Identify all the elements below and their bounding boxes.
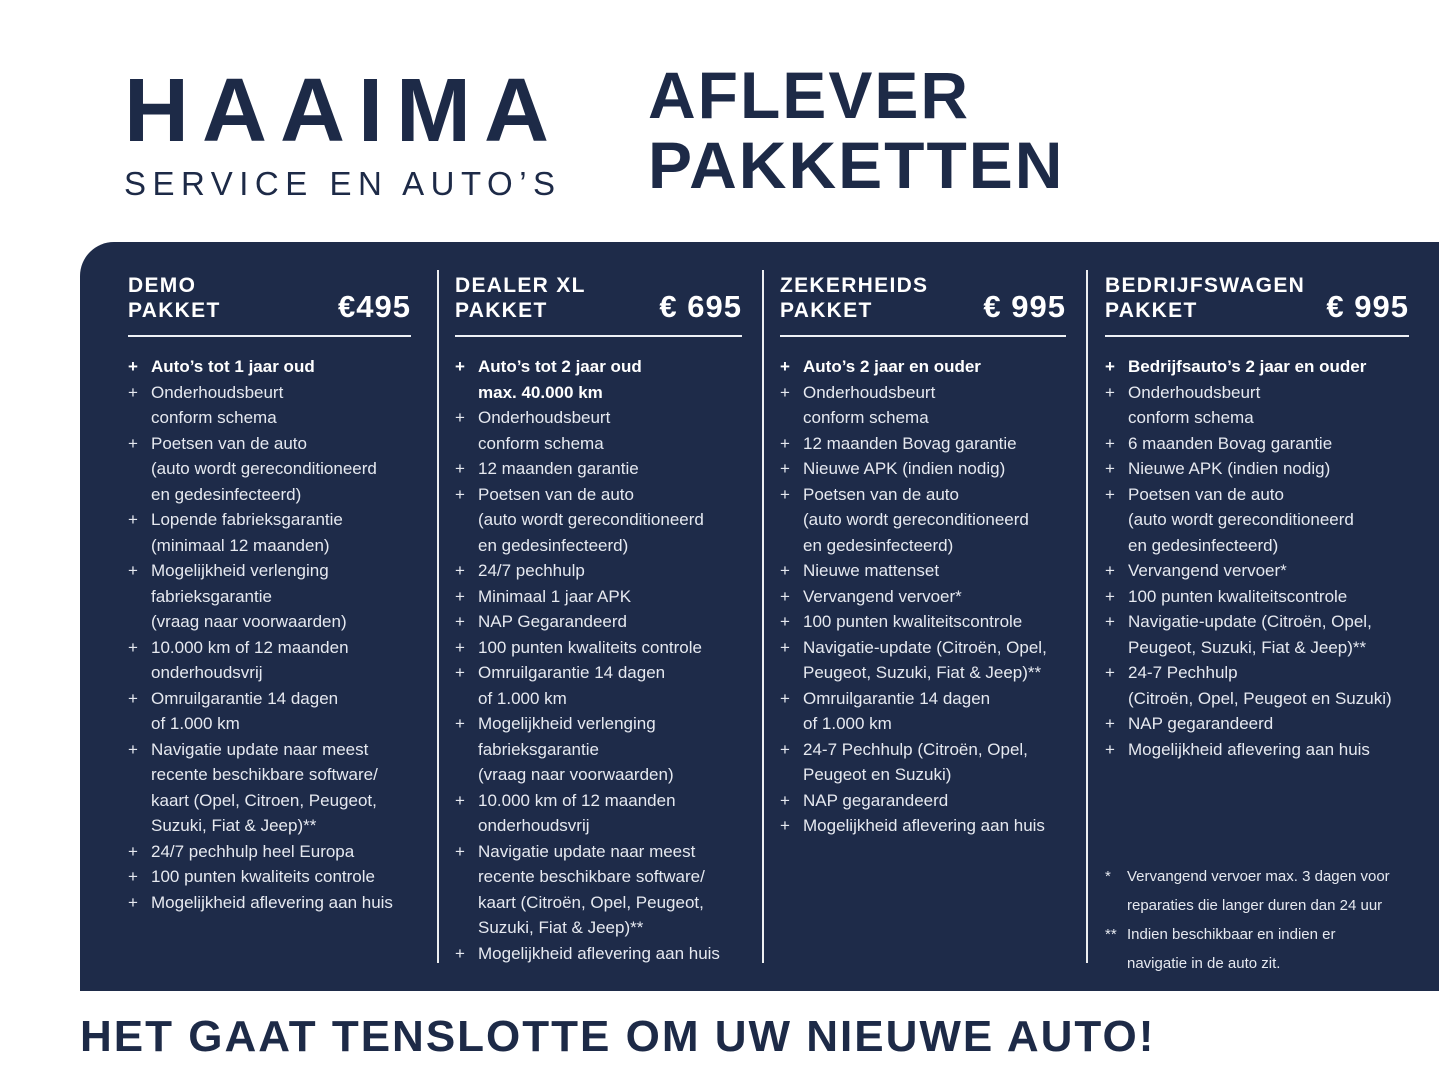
package-name-line2: PAKKET [780, 299, 873, 322]
feature-line: 24/7 pechhulp [478, 561, 585, 580]
feature-line: Suzuki, Fiat & Jeep)** [151, 816, 317, 835]
feature-item-text [803, 609, 1022, 635]
feature-line: conform schema [803, 408, 929, 427]
feature-item [780, 686, 1066, 737]
feature-item [128, 686, 411, 737]
feature-line: (auto wordt gereconditioneerd [1128, 510, 1354, 529]
feature-line: Mogelijkheid aflevering aan huis [151, 892, 393, 912]
plus-icon: + [455, 841, 465, 861]
feature-item-text [803, 456, 1005, 482]
feature-line: Mogelijkheid aflevering aan huis [803, 816, 1045, 835]
feature-item-text [151, 558, 347, 635]
feature-line: 10.000 km of 12 maanden [478, 790, 676, 810]
feature-line: (auto wordt gereconditioneerd [803, 510, 1029, 529]
feature-item-text [478, 635, 702, 661]
feature-item [128, 635, 411, 686]
feature-item [128, 354, 411, 380]
feature-line: 6 maanden Bovag garantie [1128, 433, 1333, 453]
header-divider-line [1105, 335, 1409, 337]
plus-icon: + [128, 892, 138, 912]
feature-item [455, 839, 742, 941]
feature-item [780, 635, 1066, 686]
plus-icon: + [780, 459, 790, 478]
feature-item-text [1128, 660, 1392, 711]
feature-item [455, 482, 742, 559]
feature-line: NAP gegarandeerd [1128, 714, 1274, 733]
feature-item [455, 635, 742, 661]
feature-line: Mogelijkheid aflevering aan huis [1128, 739, 1370, 759]
package-name-line2: PAKKET [128, 299, 221, 322]
feature-line: onderhoudsvrij [151, 663, 263, 682]
plus-icon: + [455, 561, 465, 580]
feature-line: recente beschikbare software/ [478, 867, 705, 886]
feature-line: Poetsen van de auto [803, 484, 959, 504]
feature-item-text [151, 686, 338, 737]
feature-item-text [1128, 558, 1287, 584]
feature-item [1105, 482, 1409, 559]
page-title-line1: AFLEVER [648, 58, 971, 132]
packages-row [80, 242, 1439, 991]
package-column-dealer-xl [437, 270, 762, 963]
feature-line: (auto wordt gereconditioneerd [151, 459, 377, 478]
feature-line: NAP Gegarandeerd [478, 612, 628, 631]
feature-item [1105, 456, 1409, 482]
feature-item-text [478, 941, 720, 967]
feature-item [780, 813, 1066, 839]
feature-line: Peugeot, Suzuki, Fiat & Jeep)** [1128, 637, 1367, 657]
page-title-line2: PAKKETTEN [648, 128, 1065, 202]
plus-icon: + [128, 841, 138, 861]
feature-item-text [151, 431, 377, 508]
feature-line: of 1.000 km [803, 714, 892, 733]
package-header [780, 273, 1066, 323]
feature-line: (auto wordt gereconditioneerd [478, 510, 704, 529]
plus-icon: + [1105, 382, 1115, 402]
feature-line: Vervangend vervoer* [1128, 561, 1287, 580]
package-header [128, 273, 411, 323]
feature-line: recente beschikbare software/ [151, 765, 378, 784]
feature-item [455, 354, 742, 405]
feature-line: 24-7 Pechhulp [1128, 663, 1238, 682]
feature-item-text [151, 864, 375, 890]
plus-icon: + [1105, 357, 1115, 376]
feature-item-text [478, 405, 610, 456]
feature-item-text [151, 380, 283, 431]
feature-line: 12 maanden garantie [478, 459, 639, 478]
plus-icon: + [455, 943, 465, 963]
header-divider-line [780, 335, 1066, 337]
plus-icon: + [128, 867, 138, 886]
feature-line: Auto’s tot 1 jaar oud [151, 357, 315, 376]
package-column-zekerheids [762, 270, 1086, 963]
feature-item-text [1128, 737, 1370, 763]
feature-line: Navigatie update naar meest [151, 739, 369, 759]
feature-item-text [151, 635, 349, 686]
package-price: € 995 [1326, 289, 1409, 324]
feature-line: of 1.000 km [151, 714, 240, 733]
feature-line: Omruilgarantie 14 dagen [151, 688, 339, 708]
feature-line: Navigatie update naar meest [478, 841, 696, 861]
feature-item-text [803, 737, 1028, 788]
feature-item [128, 507, 411, 558]
package-name [780, 273, 928, 323]
feature-item-text [803, 813, 1045, 839]
feature-item [128, 864, 411, 890]
feature-line: kaart (Opel, Citroen, Peugeot, [151, 790, 377, 810]
feature-line: Peugeot, Suzuki, Fiat & Jeep)** [803, 663, 1042, 682]
feature-line: conform schema [151, 408, 277, 427]
feature-item-text [803, 431, 1017, 457]
feature-item-text [151, 737, 378, 839]
plus-icon: + [780, 433, 790, 453]
footnote-marker: * [1105, 868, 1111, 885]
package-price: € 695 [659, 289, 742, 324]
feature-item-text [151, 890, 393, 916]
page-title [648, 60, 1064, 200]
feature-line: conform schema [478, 433, 604, 453]
feature-item [780, 788, 1066, 814]
feature-line: 10.000 km of 12 maanden [151, 637, 349, 657]
package-name [455, 273, 586, 323]
plus-icon: + [1105, 739, 1115, 759]
plus-icon: + [455, 459, 465, 478]
feature-line: Poetsen van de auto [1128, 484, 1284, 504]
feature-item [780, 456, 1066, 482]
package-header [1105, 273, 1409, 323]
plus-icon: + [780, 561, 790, 580]
feature-line: Nieuwe APK (indien nodig) [1128, 459, 1331, 478]
feature-line: en gedesinfecteerd) [151, 484, 302, 504]
feature-item-text [803, 635, 1047, 686]
feature-item-text [151, 839, 354, 865]
feature-line: Onderhoudsbeurt [151, 382, 284, 402]
feature-line: Poetsen van de auto [151, 433, 307, 453]
plus-icon: + [1105, 433, 1115, 453]
plus-icon: + [1105, 714, 1115, 733]
feature-line: en gedesinfecteerd) [803, 535, 954, 555]
plus-icon: + [455, 586, 465, 606]
plus-icon: + [128, 382, 138, 402]
feature-line: Nieuwe APK (indien nodig) [803, 459, 1006, 478]
feature-item-text [1128, 431, 1332, 457]
footnote-marker: ** [1105, 926, 1117, 943]
feature-item-text [1128, 609, 1372, 660]
plus-icon: + [455, 408, 465, 427]
plus-icon: + [1105, 459, 1115, 478]
feature-line: Poetsen van de auto [478, 484, 634, 504]
brand-name: HAAIMA [124, 61, 562, 161]
brand-logo [124, 61, 562, 203]
feature-line: 12 maanden Bovag garantie [803, 433, 1017, 453]
footnote-line: reparaties die langer duren dan 24 uur [1127, 897, 1383, 914]
feature-line: Navigatie-update (Citroën, Opel, [1128, 612, 1372, 631]
package-price: € 995 [983, 289, 1066, 324]
package-name-line2: PAKKET [1105, 299, 1198, 322]
feature-line: en gedesinfecteerd) [478, 535, 629, 555]
package-feature-list [780, 354, 1066, 839]
plus-icon: + [1105, 484, 1115, 504]
feature-item-text [1128, 354, 1366, 380]
feature-line: 100 punten kwaliteits controle [151, 867, 375, 886]
feature-line: (vraag naar voorwaarden) [478, 765, 674, 784]
feature-item-text [478, 788, 676, 839]
feature-item [128, 380, 411, 431]
feature-item [780, 609, 1066, 635]
footnote-line: Indien beschikbaar en indien er [1127, 926, 1336, 943]
feature-item-text [1128, 482, 1354, 559]
package-name-line1: ZEKERHEIDS [780, 274, 929, 297]
feature-line: Navigatie-update (Citroën, Opel, [803, 637, 1047, 657]
feature-item-text [478, 660, 665, 711]
feature-item-text [478, 482, 704, 559]
bottom-tagline: HET GAAT TENSLOTTE OM UW NIEUWE AUTO! [80, 1012, 1156, 1061]
footnote [1105, 862, 1409, 920]
plus-icon: + [128, 510, 138, 529]
plus-icon: + [455, 663, 465, 682]
packages-panel [80, 242, 1439, 991]
feature-line: Omruilgarantie 14 dagen [478, 663, 666, 682]
feature-line: 100 punten kwaliteitscontrole [803, 612, 1023, 631]
feature-item [1105, 609, 1409, 660]
feature-line: Auto’s 2 jaar en ouder [803, 357, 981, 376]
feature-item [455, 558, 742, 584]
plus-icon: + [128, 688, 138, 708]
feature-line: Onderhoudsbeurt [803, 382, 936, 402]
feature-item [780, 737, 1066, 788]
feature-line: Auto’s tot 2 jaar oud [478, 357, 642, 376]
feature-item-text [803, 584, 962, 610]
feature-item [128, 890, 411, 916]
plus-icon: + [780, 688, 790, 708]
footnote [1105, 920, 1409, 978]
feature-item [455, 456, 742, 482]
feature-item-text [478, 839, 705, 941]
plus-icon: + [128, 637, 138, 657]
feature-line: Vervangend vervoer* [803, 586, 962, 606]
plus-icon: + [780, 357, 790, 376]
feature-line: 24/7 pechhulp heel Europa [151, 841, 355, 861]
feature-line: Mogelijkheid verlenging [151, 561, 329, 580]
feature-line: of 1.000 km [478, 688, 567, 708]
footnote-text [1127, 920, 1409, 978]
feature-item [1105, 354, 1409, 380]
package-column-demo [80, 270, 437, 963]
feature-item [128, 737, 411, 839]
feature-item [1105, 558, 1409, 584]
footnote-text [1127, 862, 1409, 920]
feature-item-text [803, 354, 981, 380]
footnote-line: Vervangend vervoer max. 3 dagen voor [1127, 868, 1390, 885]
header-divider-line [455, 335, 742, 337]
footnotes [1105, 862, 1409, 978]
feature-line: conform schema [1128, 408, 1254, 427]
feature-item [1105, 380, 1409, 431]
plus-icon: + [455, 637, 465, 657]
plus-icon: + [1105, 612, 1115, 631]
feature-line: Lopende fabrieksgarantie [151, 510, 343, 529]
plus-icon: + [128, 561, 138, 580]
feature-item [128, 558, 411, 635]
feature-item-text [803, 788, 948, 814]
package-feature-list [128, 354, 411, 915]
feature-item [1105, 737, 1409, 763]
feature-item [780, 380, 1066, 431]
feature-item [1105, 711, 1409, 737]
footnote-line: navigatie in de auto zit. [1127, 955, 1281, 972]
plus-icon: + [455, 714, 465, 733]
plus-icon: + [1105, 586, 1115, 606]
feature-item-text [803, 380, 935, 431]
feature-item-text [1128, 584, 1347, 610]
header-divider-line [128, 335, 411, 337]
feature-line: 100 punten kwaliteitscontrole [1128, 586, 1348, 606]
feature-item-text [478, 609, 627, 635]
feature-item [1105, 660, 1409, 711]
plus-icon: + [128, 433, 138, 453]
plus-icon: + [455, 612, 465, 631]
feature-line: Nieuwe mattenset [803, 561, 940, 580]
feature-line: fabrieksgarantie [151, 586, 272, 606]
package-name [128, 273, 221, 323]
feature-line: Mogelijkheid verlenging [478, 714, 656, 733]
feature-line: NAP gegarandeerd [803, 790, 949, 810]
feature-item [780, 431, 1066, 457]
package-name-line2: PAKKET [455, 299, 548, 322]
feature-item-text [478, 584, 631, 610]
feature-item-text [151, 507, 343, 558]
package-name-line1: DEALER XL [455, 274, 586, 297]
feature-item [780, 584, 1066, 610]
feature-item-text [151, 354, 315, 380]
package-name [1105, 273, 1305, 323]
feature-line: fabrieksgarantie [478, 739, 599, 759]
feature-line: 24-7 Pechhulp (Citroën, Opel, [803, 739, 1028, 759]
feature-line: Bedrijfsauto’s 2 jaar en ouder [1128, 357, 1367, 376]
feature-item [780, 558, 1066, 584]
feature-line: Mogelijkheid aflevering aan huis [478, 943, 720, 963]
package-feature-list [455, 354, 742, 966]
feature-item-text [478, 558, 585, 584]
package-column-bedrijfswagen [1086, 270, 1439, 972]
package-header [455, 273, 742, 323]
feature-item-text [1128, 456, 1330, 482]
feature-line: Onderhoudsbeurt [478, 408, 611, 427]
plus-icon: + [780, 637, 790, 657]
feature-line: (vraag naar voorwaarden) [151, 612, 347, 631]
plus-icon: + [128, 739, 138, 759]
plus-icon: + [780, 739, 790, 759]
feature-line: Onderhoudsbeurt [1128, 382, 1261, 402]
feature-item [455, 941, 742, 967]
feature-item [1105, 584, 1409, 610]
plus-icon: + [455, 790, 465, 810]
feature-line: Suzuki, Fiat & Jeep)** [478, 918, 644, 937]
feature-item [780, 482, 1066, 559]
feature-item [455, 660, 742, 711]
feature-item-text [478, 456, 639, 482]
plus-icon: + [128, 357, 138, 376]
plus-icon: + [780, 382, 790, 402]
feature-line: (Citroën, Opel, Peugeot en Suzuki) [1128, 688, 1392, 708]
brand-subtitle: SERVICE EN AUTO’S [124, 165, 562, 202]
plus-icon: + [1105, 663, 1115, 682]
plus-icon: + [455, 484, 465, 504]
feature-line: Omruilgarantie 14 dagen [803, 688, 991, 708]
package-price: €495 [338, 289, 411, 324]
feature-item-text [803, 482, 1029, 559]
plus-icon: + [780, 586, 790, 606]
feature-item [128, 431, 411, 508]
feature-item [455, 584, 742, 610]
feature-item-text [478, 354, 642, 405]
feature-item-text [478, 711, 674, 788]
feature-line: Minimaal 1 jaar APK [478, 586, 632, 606]
plus-icon: + [780, 612, 790, 631]
feature-item [455, 788, 742, 839]
plus-icon: + [780, 484, 790, 504]
feature-item-text [1128, 380, 1260, 431]
feature-line: (minimaal 12 maanden) [151, 535, 330, 555]
feature-line: max. 40.000 km [478, 382, 603, 402]
feature-item-text [803, 686, 990, 737]
feature-line: kaart (Citroën, Opel, Peugeot, [478, 892, 704, 912]
feature-line: onderhoudsvrij [478, 816, 590, 835]
feature-item [455, 711, 742, 788]
feature-item-text [803, 558, 939, 584]
feature-item [1105, 431, 1409, 457]
plus-icon: + [455, 357, 465, 376]
feature-item [128, 839, 411, 865]
feature-item [455, 405, 742, 456]
package-name-line1: BEDRIJFSWAGEN [1105, 274, 1306, 297]
feature-item-text [1128, 711, 1273, 737]
package-name-line1: DEMO [128, 274, 197, 297]
feature-item [455, 609, 742, 635]
plus-icon: + [1105, 561, 1115, 580]
plus-icon: + [780, 790, 790, 810]
feature-line: Peugeot en Suzuki) [803, 765, 952, 784]
feature-item [780, 354, 1066, 380]
package-feature-list [1105, 354, 1409, 762]
feature-line: en gedesinfecteerd) [1128, 535, 1279, 555]
plus-icon: + [780, 816, 790, 835]
feature-line: 100 punten kwaliteits controle [478, 637, 702, 657]
